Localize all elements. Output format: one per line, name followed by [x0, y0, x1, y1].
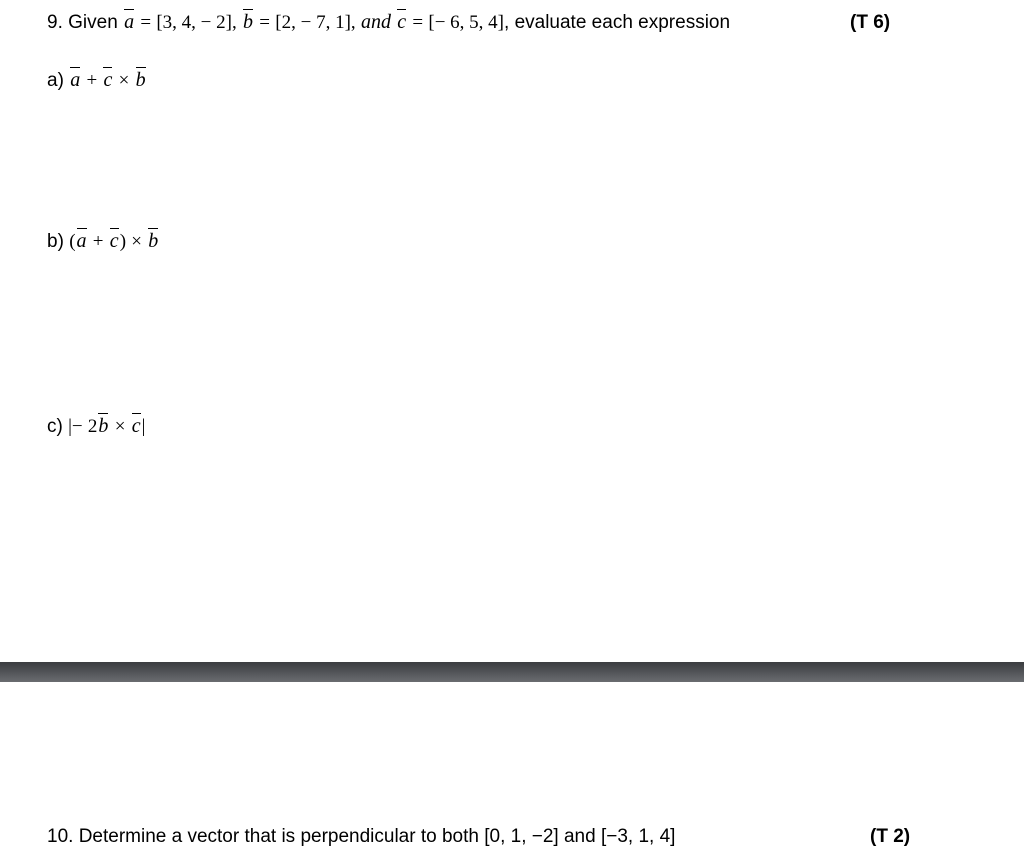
vector-b-symbol: b: [243, 11, 253, 33]
vector-b-value: [2, − 7, 1]: [275, 12, 351, 33]
vector-a-symbol: a: [70, 69, 81, 91]
question-9-tail: , evaluate each expression: [504, 12, 731, 33]
question-9-number: 9.: [47, 12, 63, 33]
equals-sign: =: [259, 12, 270, 33]
equals-sign: =: [140, 12, 152, 33]
vector-c-symbol: c: [131, 415, 141, 437]
close-paren: ): [119, 231, 127, 252]
part-b-expression: [47, 229, 159, 254]
part-a-expression: [47, 68, 147, 93]
vector-a-symbol: a: [76, 230, 87, 252]
coefficient: 2: [87, 416, 98, 437]
question-10-points: (T 2): [870, 826, 911, 847]
comma: ,: [231, 12, 237, 33]
plus-sign: +: [86, 70, 98, 91]
question-9-statement: [47, 10, 730, 35]
part-b-label: b): [47, 231, 64, 252]
cross-sign: ×: [114, 416, 126, 437]
comma: ,: [350, 12, 356, 33]
vector-b-symbol: b: [98, 415, 109, 437]
vector-b-symbol: b: [148, 230, 159, 252]
open-paren: (: [69, 231, 76, 252]
cross-sign: ×: [131, 231, 143, 252]
plus-sign: +: [92, 231, 104, 252]
vector-a-value: [3, 4, − 2]: [156, 12, 232, 33]
vector-c-value: [− 6, 5, 4]: [428, 12, 505, 33]
part-c-label: c): [47, 416, 63, 437]
question-9-points: (T 6): [850, 12, 891, 33]
question-10-statement: 10. Determine a vector that is perpendicular to both [0, 1, −2] and [−3, 1, 4]: [47, 826, 676, 847]
vector-c-symbol: c: [109, 230, 119, 252]
part-c-expression: [47, 414, 145, 439]
part-a-label: a): [47, 70, 64, 91]
vector-c-symbol: c: [103, 69, 113, 91]
equals-sign: =: [412, 12, 424, 33]
vector-c-symbol: c: [397, 11, 407, 33]
question-9-given: Given: [68, 12, 118, 33]
vector-b-symbol: b: [135, 69, 146, 91]
abs-close: |: [141, 416, 146, 437]
abs-open-minus: |−: [68, 416, 83, 437]
page-divider: [0, 662, 1024, 682]
cross-sign: ×: [118, 70, 130, 91]
and-word: and: [360, 11, 391, 33]
vector-a-symbol: a: [124, 11, 135, 33]
